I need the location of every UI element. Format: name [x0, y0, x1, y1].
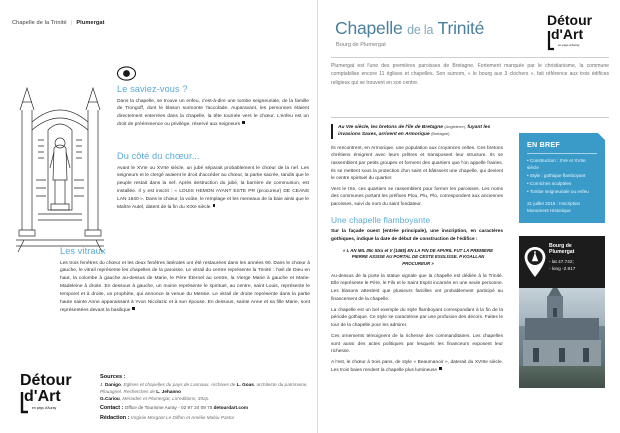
history-quote-text: Au VIe siècle, les bretons de l'île de Bretagne (Angleterre), fuyant les invasions Saxes, arrivent en Armorique (Bretagne). [338, 124, 491, 138]
en-bref-item: • Style : gothique flamboyant [527, 173, 597, 180]
contact-line: Contact : Office de Tourisme Auray - 02 97 24 09 75 detourdart.com [100, 404, 249, 411]
end-square-marker [439, 367, 442, 370]
history-paragraph-1: Ils rencontrent, en Armorique, une population aux croyances celtes. Ces bretons chrétiens émigrent avec leurs prêtres et transposent leur structure. Ils se rassemblent par petits groupes et forment des quartiers que l'on appelle frairies. Ils se mettent sous la protection d'un saint et bâtissent une chapelle, qui devient le centre spirituel du quartier. [331, 145, 503, 182]
eye-icon [117, 66, 136, 86]
sources-text: J. Danigo, Eglises et chapelles du pays de Lannaux. Archives de L. Goas, architecte du patrimoine, Plouagriel. Recherches de L. Jehanno [100, 381, 308, 394]
logo-left-svg [20, 368, 90, 416]
photo-window [559, 348, 565, 362]
website-link[interactable]: detourdart.com [213, 404, 249, 410]
en-bref-list [527, 158, 597, 195]
section-heading-choeur: Du côté du chœur... [117, 151, 200, 161]
history-paragraph-2: Vers le IXe, ces quartiers se rassemblent pour former les paroisses. Les noms des communes portant les préfixes Plou, Plu, Plo, correspondent aux anciennes paroisses, suivi du nom du saint fondateur. [331, 186, 503, 207]
en-bref-item: • Corniches sculptées [527, 181, 597, 188]
end-square-marker [132, 307, 135, 310]
logo-right-svg [547, 10, 609, 52]
section-les-vitraux [60, 246, 310, 314]
svg-text:d'Art: d'Art [551, 26, 584, 42]
map-pin-icon-svg [524, 247, 546, 277]
location-longitude: - long -2.917 [549, 265, 576, 271]
svg-text:Détour: Détour [547, 12, 593, 28]
en-bref-title: EN BREF [527, 140, 560, 149]
flamboyante-paragraph-1: Au-dessus de la porte la statue signale que la chapelle est dédiée à la Trinité. Elle représente le Père, le Fils et le Saint Esprit incarnés en une seule personne. Les blasons attestent que plusieurs familles ont probablement participé au financement de la chapelle. [331, 273, 503, 302]
section-heading-vitraux: Les vitraux [60, 246, 106, 256]
svg-text:Détour: Détour [20, 372, 72, 389]
section-intro-flamboyante: Sur la façade ouest (entrée principale), une inscription, en caractères gothiques, indique la date de début de construction de l'édifice : [331, 229, 503, 243]
map-pin-icon [524, 247, 546, 277]
section-body-choeur: Avant le XVIe ou XVIIe siècle, un jubé séparait probablement le chœur de la nef. Les seigneurs et le clergé avaient le droit d'accéder au chœur, la partie sacrée, tandis que le peuple restait dans la nef. Après destruction du jubé, la barrière de communion, est installée. Il y est inscrit : « LOUIS HEMON AYANT ESTE PR (procureur) DE CEANS LAN 1640 ». Dans le chœur, la voûte, le remplage et les meneaux de la baie ainsi que le Maître Autel, datent de la fin du XIXe siècle [117, 165, 309, 210]
location-box [519, 236, 605, 288]
detour-dart-logo-left [20, 368, 90, 416]
history-quote [331, 124, 503, 139]
svg-text:d'Art: d'Art [24, 388, 61, 405]
sources-text-2: G.Cariou, Mériadec et Plumergat, Liv'editions, 392p. [100, 395, 210, 401]
location-name: Bourg de Plumergat [549, 243, 575, 255]
main-text-column [331, 124, 503, 374]
redaction-line: Rédaction : Virginie Morgant Le Diffon et Amélie Mabiu Pastor [100, 414, 235, 421]
en-bref-divider [527, 153, 597, 154]
right-page [319, 0, 620, 433]
en-bref-box [519, 133, 605, 223]
en-bref-classement: 31 juillet 2015 : Inscription Monument Historique [527, 201, 581, 214]
section-du-cote-du-choeur [117, 151, 309, 212]
sources-block [100, 374, 312, 422]
photo-ground [519, 366, 605, 388]
breadcrumb-item-town[interactable]: Plumergat [76, 20, 105, 26]
folded-corner-decoration [598, 133, 605, 140]
detour-dart-logo-right [547, 10, 609, 52]
chapel-photo [519, 288, 605, 388]
photo-window [553, 308, 557, 317]
gothic-inscription: « L AN MIL IIIIc IIIxx et V (1485) EN LA FIN DE APVRIL FUT LA PREMIERE PIERRE ASSISE AU PORTAL DE CESTE ESGLISSE. P KOALLAN PROCUREUR » [343, 247, 493, 267]
photo-window [533, 348, 539, 362]
svg-text:en pays d'Auray: en pays d'Auray [558, 43, 580, 47]
chapel-drawing-svg [14, 80, 106, 270]
page-subtitle: Bourg de Plumergat [336, 42, 386, 48]
location-latitude: - lat 47.742; [549, 258, 574, 264]
flamboyante-paragraph-3: Ces ornements témoignent de la richesse des commanditaires. Les chapelles sont aussi des actes politiques par lesquels les financeurs exposent leur richesse. [331, 333, 503, 355]
flamboyante-paragraph-2: La chapelle est un bel exemple du style flamboyant correspondant à la fin de la période gothique. Ce style se caractérise par une profusion des décors. Faites le tour de la chapelle pour les admirer. [331, 307, 503, 328]
header-divider [331, 57, 609, 58]
breadcrumb [12, 20, 105, 26]
en-bref-item: • Tombe seigneuriale ou enfeu [527, 189, 597, 196]
chapel-line-drawing [14, 80, 106, 270]
breadcrumb-item-chapel[interactable]: Chapelle de la Trinité [12, 20, 67, 26]
svg-text:en pays d'Auray: en pays d'Auray [32, 406, 57, 410]
photo-window [583, 348, 589, 362]
intro-paragraph: Plumergat est l'une des premières paroisses de Bretagne. Fortement marquée par le christianisme, la commune comptabilise encore 11 églises et chapelles. Son surnom, « le bourg aux 3 clochers », fait référence aux trois édifices religieux qui se trouvent en son centre. [331, 63, 609, 86]
section-body-saviez-vous: Dans la chapelle, se trouve un enfeu, c'est-à-dire une tombe seigneuriale, de la famille de Trongoff, dont le blason surmonte l'accolade. Auparavant, les personnes étaient directement enterrées dans la chapelle, la tête tournée vers le chœur. L'enfeu est un droit de prééminence ou privilège, réservé aux seigneurs [117, 98, 309, 128]
page-title: Chapelle de la Trinité [335, 18, 485, 38]
eye-icon-svg [117, 66, 136, 81]
intro-divider [331, 117, 609, 118]
section-le-saviez-vous [117, 84, 309, 129]
section-heading-flamboyante: Une chapelle flamboyante [331, 215, 431, 226]
breadcrumb-separator: | [70, 20, 73, 26]
section-body-vitraux: Les trois fenêtres du chœur et les deux fenêtres latérales ont été restaurées dans les années 90. Dans le chœur à gauche, le vitrail représente les chapelles de la paroisse. Le vitrail du centre représente la Trinité : l'œil de Dieu en haut, la colombe à gauche au-dessus de Marie, le Père Éternel au centre, la Vierge Marie à gauche et Marie-Madeleine à droite. En dessous à gauche, un moine représente le spirituel, au centre, saint Louis, représente le temporel et à droite, un prophète, qui annonce la venue du Messie. Le vitrail de droite représente dans la partie haute sainte Anne apparaissant à Yvon Nicolazic et à son épouse. En dessous, sainte Anne et sa fille Marie, sont représentées devant la basilique [60, 260, 310, 313]
section-heading-saviez-vous: Le saviez-vous ? [117, 84, 188, 94]
end-square-marker [213, 204, 216, 207]
end-square-marker [242, 121, 245, 124]
en-bref-item: • Construction : XVe et XVIIe siècle [527, 158, 597, 172]
flamboyante-paragraph-4: A l'est, le chœur à trois pans, de style « Beaumanoir », daterait du XVIIIe siècle. Les trois baies rendent la chapelle plus lumineuse [331, 360, 503, 373]
sources-label: Sources : [100, 374, 126, 380]
